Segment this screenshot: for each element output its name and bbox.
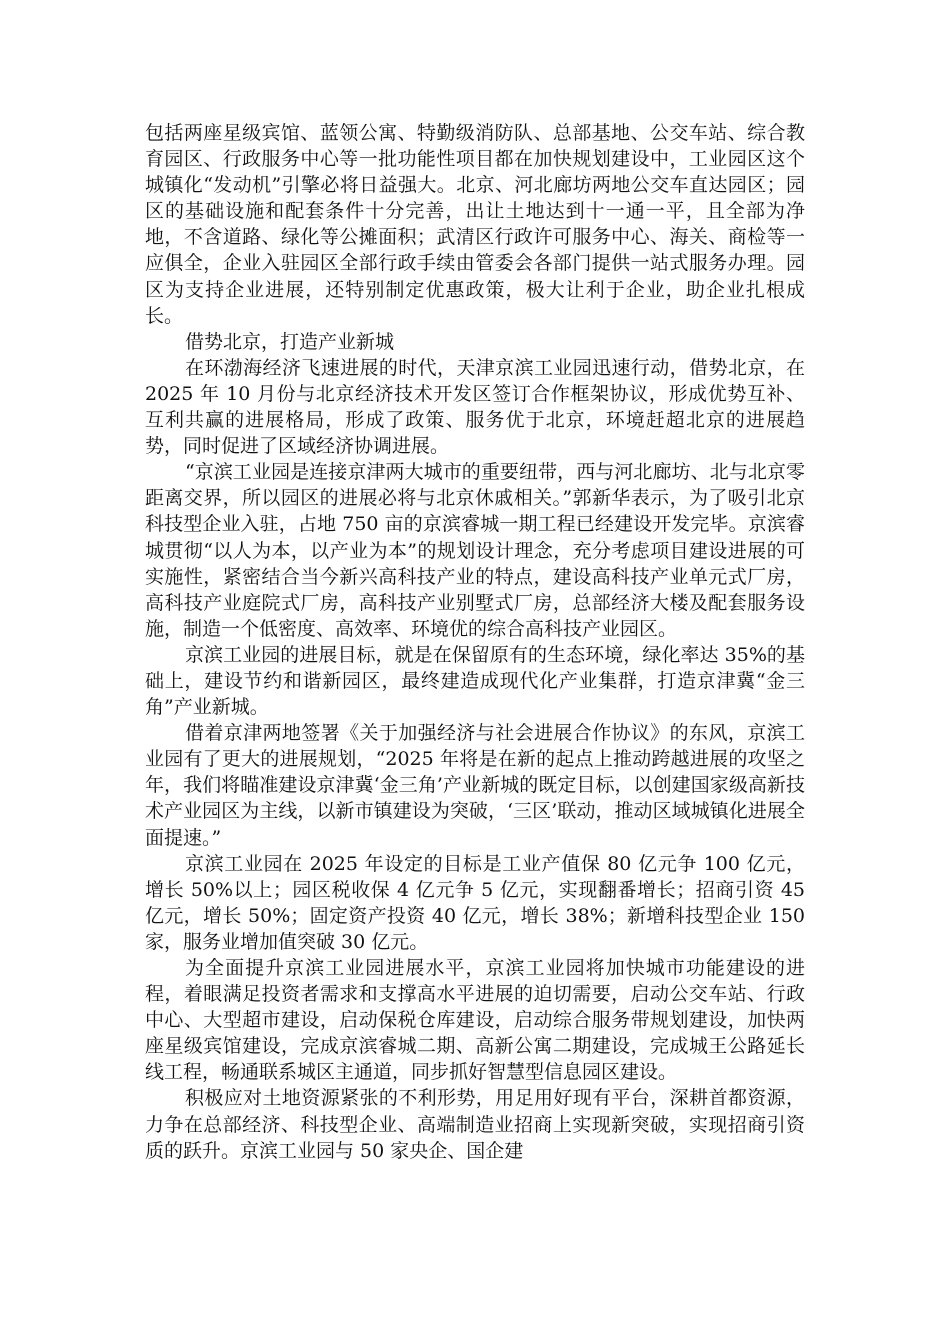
paragraph-continuation: 包括两座星级宾馆、蓝领公寓、特勤级消防队、总部基地、公交车站、综合教育园区、行政服务中心等一批功能性项目都在加快规划建设中，工业园区这个城镇化“发动机”引擎必将日益强大。北京、河北廊坊两地公交车直达园区；园区的基础设施和配套条件十分完善，出让土地达到十一通一平，且全部为净地，不含道路、绿化等公摊面积；武清区行政许可服务中心、海关、商检等一应俱全，企业入驻园区全部行政手续由管委会各部门提供一站式服务办理。园区为支持企业进展，还特别制定优惠政策，极大让利于企业，助企业扎根成长。 (145, 122, 805, 327)
section-heading: 借势北京，打造产业新城 (185, 330, 395, 353)
paragraph: 积极应对土地资源紧张的不利形势，用足用好现有平台，深耕首都资源，力争在总部经济、科技型企业、高端制造业招商上实现新突破，实现招商引资质的跃升。京滨工业园与 50 家央企、国企建 (145, 1087, 805, 1162)
paragraph: 借着京津两地签署《关于加强经济与社会进展合作协议》的东风，京滨工业园有了更大的进展规划，“2025 年将是在新的起点上推动跨越进展的攻坚之年，我们将瞄准建设京津冀‘金三角’产业新城的既定目标，以创建国家级高新技术产业园区为主线，以新市镇建设为突破，‘三区’联动，推动区域城镇化进展全面提速。” (145, 722, 805, 849)
paragraph: 在环渤海经济飞速进展的时代，天津京滨工业园迅速行动，借势北京，在 2025 年 10 月份与北京经济技术开发区签订合作框架协议，形成优势互补、互利共赢的进展格局，形成了政策、服务优于北京，环境赶超北京的进展趋势，同时促进了区域经济协调进展。 (145, 356, 805, 458)
document-body (145, 120, 805, 1164)
paragraph: “京滨工业园是连接京津两大城市的重要纽带，西与河北廊坊、北与北京零距离交界，所以园区的进展必将与北京休戚相关。”郭新华表示，为了吸引北京科技型企业入驻，占地 750 亩的京滨睿城一期工程已经建设开发完毕。京滨睿城贯彻“以人为本，以产业为本”的规划设计理念，充分考虑项目建设进展的可实施性，紧密结合当今新兴高科技产业的特点，建设高科技产业单元式厂房，高科技产业庭院式厂房，高科技产业别墅式厂房，总部经济大楼及配套服务设施，制造一个低密度、高效率、环境优的综合高科技产业园区。 (145, 461, 805, 640)
paragraph: 为全面提升京滨工业园进展水平，京滨工业园将加快城市功能建设的进程，着眼满足投资者需求和支撑高水平进展的迫切需要，启动公交车站、行政中心、大型超市建设，启动保税仓库建设，启动综合服务带规划建设，加快两座星级宾馆建设，完成京滨睿城二期、高新公寓二期建设，完成城王公路延长线工程，畅通联系城区主通道，同步抓好智慧型信息园区建设。 (145, 957, 805, 1084)
paragraph: 京滨工业园在 2025 年设定的目标是工业产值保 80 亿元争 100 亿元，增长 50%以上；园区税收保 4 亿元争 5 亿元，实现翻番增长；招商引资 45 亿元，增长 50%；固定资产投资 40 亿元，增长 38%；新增科技型企业 150 家，服务业增加值突破 30 亿元。 (145, 852, 805, 953)
paragraph: 京滨工业园的进展目标，就是在保留原有的生态环境，绿化率达 35%的基础上，建设节约和谐新园区，最终建造成现代化产业集群，打造京津冀“金三角”产业新城。 (145, 643, 805, 719)
